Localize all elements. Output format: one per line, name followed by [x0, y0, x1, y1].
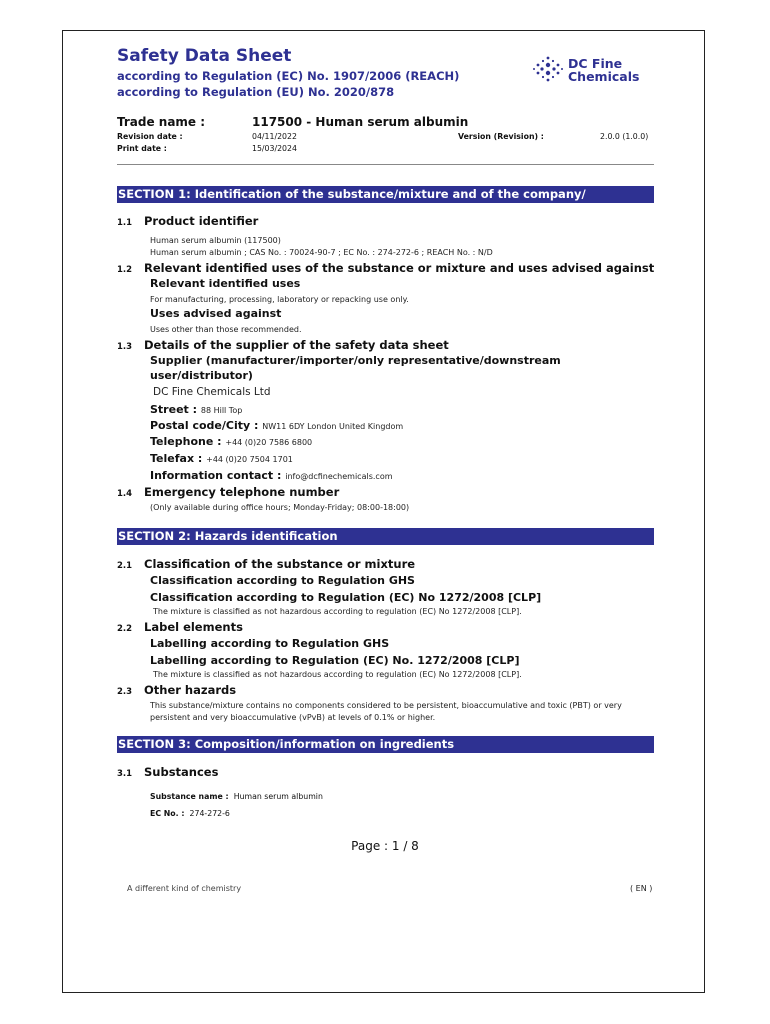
street-field: Street : 88 Hill Top: [150, 403, 243, 416]
substances-heading: Substances: [144, 765, 219, 779]
revision-date-label: Revision date :: [117, 132, 183, 141]
product-identifier-heading: Product identifier: [144, 214, 259, 228]
section-2-1-number: 2.1: [117, 561, 133, 571]
relevant-identified-uses-heading: Relevant identified uses: [150, 277, 301, 290]
section-2-2-number: 2.2: [117, 624, 133, 634]
telefax-field: Telefax : +44 (0)20 7504 1701: [150, 452, 293, 465]
footer-tagline: A different kind of chemistry: [127, 884, 242, 893]
logo-line-2: Chemicals: [568, 69, 640, 84]
street-value: 88 Hill Top: [200, 406, 243, 415]
section-2-3-number: 2.3: [117, 687, 133, 697]
company-name: DC Fine Chemicals Ltd: [153, 386, 271, 398]
telefax-value: +44 (0)20 7504 1701: [206, 455, 293, 464]
footer-language: ( EN ): [630, 884, 653, 893]
substance-name-value: Human serum albumin: [233, 792, 323, 801]
other-hazards-text-2: persistent and very bioaccumulative (vPvB) at levels of 0.1% or higher.: [150, 713, 436, 722]
product-name-line: Human serum albumin (117500): [150, 236, 281, 245]
section-1-1-number: 1.1: [117, 218, 133, 228]
regulation-eu: according to Regulation (EU) No. 2020/878: [117, 85, 395, 99]
relevant-uses-heading: Relevant identified uses of the substance or mixture and uses advised against: [144, 261, 655, 275]
section-2-header: SECTION 2: Hazards identification: [117, 528, 654, 545]
section-1-header: SECTION 1: Identification of the substance/mixture and of the company/ undertaking: [117, 186, 654, 203]
molecule-logo-icon: [532, 55, 564, 83]
document-title: Safety Data Sheet: [117, 46, 292, 66]
regulation-reach: according to Regulation (EC) No. 1907/2006 (REACH): [117, 69, 460, 83]
uses-advised-against-heading: Uses advised against: [150, 307, 282, 320]
version-value: 2.0.0 (1.0.0): [600, 132, 649, 141]
logo-line-1: DC Fine: [568, 56, 623, 71]
header-divider: [117, 164, 654, 165]
classification-heading: Classification of the substance or mixture: [144, 557, 416, 571]
emergency-hours-text: (Only available during office hours; Monday-Friday; 08:00-18:00): [150, 503, 410, 512]
postal-value: NW11 6DY London United Kingdom: [262, 422, 404, 431]
trade-name-value: 117500 - Human serum albumin: [252, 115, 469, 129]
classification-text: The mixture is classified as not hazardous according to regulation (EC) No 1272/2008 [CLP].: [153, 607, 522, 616]
labelling-ghs-heading: Labelling according to Regulation GHS: [150, 637, 390, 650]
telephone-value: +44 (0)20 7586 6800: [225, 438, 313, 447]
section-3-header: SECTION 3: Composition/information on ingredients: [117, 736, 654, 753]
label-elements-heading: Label elements: [144, 620, 243, 634]
other-hazards-text-1: This substance/mixture contains no components considered to be persistent, bioaccumulative and toxic (PBT) or very: [150, 701, 622, 710]
supplier-heading-line-1: Supplier (manufacturer/importer/only representative/downstream: [150, 354, 561, 367]
identified-uses-text: For manufacturing, processing, laboratory or repacking use only.: [150, 295, 409, 304]
section-1-2-number: 1.2: [117, 265, 133, 275]
section-1-4-number: 1.4: [117, 489, 133, 499]
version-label: Version (Revision) :: [458, 132, 544, 141]
print-date-label: Print date :: [117, 144, 167, 153]
substance-name-field: Substance name : Human serum albumin: [150, 792, 323, 801]
section-1-3-number: 1.3: [117, 342, 133, 352]
ec-number-value: 274-272-6: [189, 809, 230, 818]
trade-name-label: Trade name :: [117, 115, 206, 129]
advised-against-text: Uses other than those recommended.: [150, 325, 302, 334]
info-contact-value: info@dcfinechemicals.com: [285, 472, 393, 481]
supplier-heading-line-2: user/distributor): [150, 369, 253, 382]
page-number: Page : 1 / 8: [351, 839, 419, 853]
classification-clp-heading: Classification according to Regulation (EC) No 1272/2008 [CLP]: [150, 591, 542, 604]
emergency-phone-heading: Emergency telephone number: [144, 485, 340, 499]
labelling-clp-heading: Labelling according to Regulation (EC) No. 1272/2008 [CLP]: [150, 654, 520, 667]
revision-date-value: 04/11/2022: [252, 132, 297, 141]
other-hazards-heading: Other hazards: [144, 683, 237, 697]
info-contact-field: Information contact : info@dcfinechemicals.com: [150, 469, 393, 482]
supplier-details-heading: Details of the supplier of the safety data sheet: [144, 338, 449, 352]
postal-field: Postal code/City : NW11 6DY London United Kingdom: [150, 419, 404, 432]
print-date-value: 15/03/2024: [252, 144, 297, 153]
labelling-text: The mixture is classified as not hazardous according to regulation (EC) No 1272/2008 [CLP].: [153, 670, 522, 679]
telephone-field: Telephone : +44 (0)20 7586 6800: [150, 435, 313, 448]
product-identifiers-line: Human serum albumin ; CAS No. : 70024-90-7 ; EC No. : 274-272-6 ; REACH No. : N/D: [150, 248, 493, 257]
section-3-1-number: 3.1: [117, 769, 133, 779]
ec-number-field: EC No. : 274-272-6: [150, 809, 230, 818]
classification-ghs-heading: Classification according to Regulation GHS: [150, 574, 415, 587]
